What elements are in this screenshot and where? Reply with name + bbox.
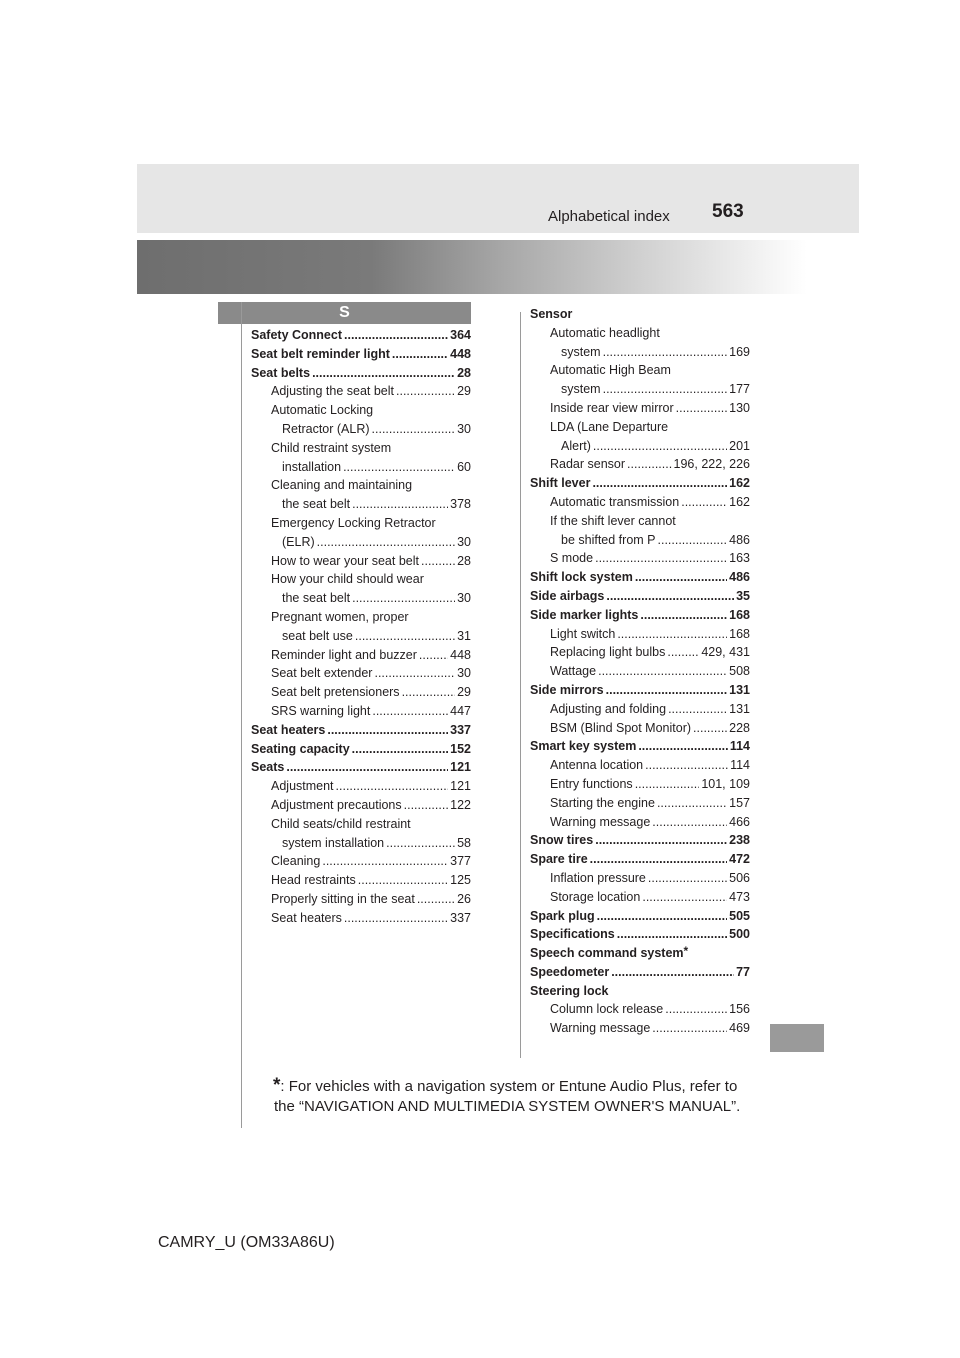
index-term: Speedometer — [530, 964, 610, 979]
index-page-ref: 201 — [729, 438, 750, 453]
index-term: Smart key system — [530, 739, 637, 754]
index-page-ref: 162 — [729, 494, 750, 509]
leader-dots — [592, 476, 727, 490]
leader-dots — [606, 589, 734, 603]
index-entry — [530, 815, 750, 834]
index-entry — [530, 909, 750, 928]
footnote — [273, 1076, 757, 1117]
index-entry — [530, 401, 750, 420]
index-term: Snow tires — [530, 833, 594, 848]
index-entry — [530, 514, 750, 533]
leader-dots — [652, 1021, 727, 1035]
index-entry — [530, 627, 750, 646]
index-entry — [530, 833, 750, 852]
leader-dots — [392, 347, 448, 361]
index-page-ref: 30 — [457, 534, 471, 549]
index-page-ref: 378 — [450, 497, 471, 512]
index-page-ref: 26 — [457, 891, 471, 906]
index-entry — [530, 439, 750, 458]
manual-code: CAMRY_U (OM33A86U) — [158, 1234, 335, 1251]
leader-dots — [648, 871, 727, 885]
index-entry: Speech command system * — [530, 944, 689, 961]
index-page-ref: 177 — [729, 382, 750, 397]
index-page-ref: 238 — [729, 833, 750, 848]
header-title: Alphabetical index — [548, 208, 670, 225]
index-term: Starting the engine — [550, 795, 655, 810]
index-entry — [530, 758, 750, 777]
index-entry — [530, 664, 750, 683]
page-number: 563 — [712, 201, 744, 222]
index-term: Warning message — [550, 1021, 651, 1036]
index-page-ref: 473 — [729, 889, 750, 904]
index-entry — [251, 610, 471, 629]
index-entry — [530, 495, 750, 514]
index-term: Safety Connect — [251, 328, 342, 342]
index-entry — [251, 854, 471, 873]
index-page-ref: 28 — [457, 365, 471, 380]
index-page-ref: 196, 222, 226 — [673, 457, 750, 472]
index-entry — [530, 984, 750, 1003]
index-page-ref: 168 — [729, 626, 750, 641]
index-term: Adjustment — [271, 779, 334, 794]
leader-dots — [593, 439, 727, 453]
index-term: (ELR) — [282, 534, 315, 549]
index-term: Seat belt pretensioners — [271, 685, 400, 700]
index-entry — [530, 326, 750, 345]
section-letter-header: S — [218, 302, 471, 324]
leader-dots — [617, 627, 727, 641]
index-entry — [530, 608, 750, 627]
index-term: Storage location — [550, 889, 641, 904]
index-entry — [530, 589, 750, 608]
index-term: Cleaning and maintaining — [271, 478, 413, 493]
leader-dots — [402, 685, 456, 699]
index-page-ref: 31 — [457, 628, 471, 643]
index-term: SRS warning light — [271, 703, 371, 718]
index-entry — [251, 572, 471, 591]
index-entry — [251, 422, 471, 441]
index-page-ref: 101, 109 — [701, 776, 750, 791]
footnote-line2: the “NAVIGATION AND MULTIMEDIA SYSTEM OWNER'S MANUAL”. — [274, 1098, 741, 1115]
leader-dots — [312, 366, 455, 380]
index-entry — [530, 570, 750, 589]
index-term: Inside rear view mirror — [550, 400, 674, 415]
index-term: Replacing light bulbs — [550, 645, 666, 660]
index-page-ref: 121 — [450, 760, 471, 775]
index-entry — [251, 798, 471, 817]
index-term: Seat belt extender — [271, 666, 373, 681]
leader-dots — [606, 683, 728, 697]
index-term: Steering lock — [530, 983, 609, 998]
index-page-ref: 114 — [730, 758, 750, 773]
index-entry — [530, 890, 750, 909]
leader-dots — [597, 909, 728, 923]
index-term: S mode — [550, 551, 594, 566]
index-term: Speech command system — [530, 946, 684, 961]
leader-dots — [635, 777, 700, 791]
index-page-ref: 29 — [457, 384, 471, 399]
index-page-ref: 486 — [729, 532, 750, 547]
index-term: Seating capacity — [251, 741, 350, 756]
index-term: Wattage — [550, 664, 597, 679]
leader-dots — [352, 591, 455, 605]
index-page-ref: 506 — [729, 870, 750, 885]
right-index-column — [530, 307, 750, 1040]
index-page-ref: 30 — [457, 421, 471, 436]
index-entry — [530, 1021, 750, 1040]
index-page-ref: 505 — [729, 908, 750, 923]
index-term: Adjusting the seat belt — [271, 384, 394, 399]
leader-dots — [658, 533, 728, 547]
index-term: Radar sensor — [550, 457, 626, 472]
index-page-ref: 168 — [729, 607, 750, 622]
index-term: How to wear your seat belt — [271, 553, 419, 568]
index-page-ref: 364 — [450, 328, 471, 342]
index-entry — [251, 347, 471, 366]
index-entry — [251, 328, 471, 347]
index-term: Cleaning — [271, 854, 321, 869]
leader-dots — [374, 666, 455, 680]
index-term: Side mirrors — [530, 682, 604, 697]
leader-dots — [667, 645, 699, 659]
index-term: Seat belt reminder light — [251, 346, 390, 361]
leader-dots — [317, 535, 455, 549]
index-entry — [530, 852, 750, 871]
leader-dots — [693, 721, 727, 735]
index-entry — [530, 457, 750, 476]
index-page-ref: 469 — [729, 1021, 750, 1036]
index-term: Column lock release — [550, 1002, 664, 1017]
leader-dots — [665, 1002, 727, 1016]
index-page-ref: 486 — [729, 570, 750, 585]
index-term: Retractor (ALR) — [282, 421, 370, 436]
index-term: Spark plug — [530, 908, 595, 923]
index-page-ref: 35 — [736, 588, 750, 603]
index-term: Seat belts — [251, 365, 311, 380]
leader-dots — [627, 457, 671, 471]
index-term: Automatic High Beam — [550, 363, 671, 378]
index-entry — [251, 666, 471, 685]
index-page-ref: 169 — [729, 344, 750, 359]
index-entry — [530, 1002, 750, 1021]
index-page-ref: 58 — [457, 835, 471, 850]
index-entry — [530, 420, 750, 439]
index-entry — [530, 927, 750, 946]
index-term: Entry functions — [550, 776, 633, 791]
index-entry — [251, 554, 471, 573]
index-entry — [251, 892, 471, 911]
index-page-ref: 500 — [729, 927, 750, 942]
index-entry — [530, 702, 750, 721]
index-entry — [251, 629, 471, 648]
index-page-ref: 125 — [450, 873, 471, 888]
index-entry — [251, 497, 471, 516]
index-page-ref: 131 — [729, 701, 750, 716]
leader-dots — [352, 742, 448, 756]
leader-dots — [322, 854, 448, 868]
index-term: Sensor — [530, 307, 573, 321]
index-term: installation — [282, 459, 342, 474]
index-entry — [251, 779, 471, 798]
index-entry — [251, 760, 471, 779]
index-page-ref: 337 — [450, 910, 471, 925]
index-page-ref: 152 — [450, 741, 471, 756]
index-term: Antenna location — [550, 758, 644, 773]
index-term: Emergency Locking Retractor — [271, 515, 436, 530]
index-term: Shift lever — [530, 476, 591, 491]
leader-dots — [645, 758, 728, 772]
index-page-ref: 156 — [729, 1002, 750, 1017]
index-entry — [530, 739, 750, 758]
index-term: If the shift lever cannot — [550, 513, 676, 528]
leader-dots — [286, 760, 448, 774]
leader-dots — [386, 836, 455, 850]
index-page-ref: 377 — [450, 854, 471, 869]
index-entry — [530, 551, 750, 570]
index-term: system — [561, 382, 601, 397]
leader-dots — [355, 629, 455, 643]
leader-dots — [372, 704, 448, 718]
index-term: Warning message — [550, 814, 651, 829]
leader-dots — [640, 608, 727, 622]
index-page-ref: 228 — [729, 720, 750, 735]
leader-dots — [352, 497, 448, 511]
index-term: Adjustment precautions — [271, 797, 402, 812]
footnote-star: * — [273, 1075, 281, 1096]
index-entry — [251, 535, 471, 554]
index-entry — [251, 478, 471, 497]
leader-dots — [358, 873, 448, 887]
index-page-ref: 30 — [457, 591, 471, 606]
index-page-ref: 448 — [450, 346, 471, 361]
index-term: Properly sitting in the seat — [271, 891, 415, 906]
index-page-ref: 121 — [450, 779, 471, 794]
index-page-ref: 162 — [729, 476, 750, 491]
index-term: Child restraint system — [271, 440, 392, 455]
index-term: Light switch — [550, 626, 616, 641]
leader-dots — [372, 422, 456, 436]
index-term: the seat belt — [282, 497, 351, 512]
index-term: the seat belt — [282, 591, 351, 606]
index-page-ref: 447 — [450, 703, 471, 718]
index-term: Head restraints — [271, 873, 356, 888]
index-entry — [530, 796, 750, 815]
index-entry — [530, 683, 750, 702]
index-entry — [251, 441, 471, 460]
index-term: Child seats/child restraint — [271, 816, 411, 831]
leader-dots — [652, 815, 727, 829]
leader-dots — [595, 551, 727, 565]
leader-dots — [590, 852, 727, 866]
index-entry — [251, 742, 471, 761]
leader-dots — [396, 384, 455, 398]
index-page-ref: 448 — [450, 647, 471, 662]
index-page-ref: 429, 431 — [701, 645, 750, 660]
index-entry — [530, 307, 750, 326]
index-entry — [251, 704, 471, 723]
leader-dots — [404, 798, 449, 812]
index-term: seat belt use — [282, 628, 353, 643]
index-entry — [251, 648, 471, 667]
index-entry — [251, 685, 471, 704]
index-term: Automatic Locking — [271, 403, 374, 418]
leader-dots — [668, 702, 727, 716]
index-term: Alert) — [561, 438, 591, 453]
index-page-ref: 60 — [457, 459, 471, 474]
leader-dots — [635, 570, 727, 584]
index-page-ref: 29 — [457, 685, 471, 700]
index-term: Pregnant women, proper — [271, 609, 409, 624]
leader-dots — [657, 796, 727, 810]
index-entry — [251, 873, 471, 892]
index-entry — [251, 460, 471, 479]
leader-dots — [327, 723, 448, 737]
index-page-ref: 508 — [729, 664, 750, 679]
leader-dots — [417, 892, 455, 906]
index-entry — [251, 817, 471, 836]
leader-dots — [603, 382, 728, 396]
leader-dots — [344, 911, 448, 925]
index-term: Adjusting and folding — [550, 701, 667, 716]
index-term: Automatic headlight — [550, 325, 660, 340]
index-entry — [251, 591, 471, 610]
leader-dots — [421, 554, 455, 568]
index-term: Inflation pressure — [550, 870, 646, 885]
header-band — [137, 164, 859, 233]
index-page-ref: 472 — [729, 852, 750, 867]
index-term: Seats — [251, 760, 285, 775]
index-entry — [530, 382, 750, 401]
index-entry — [251, 836, 471, 855]
index-page-ref: 337 — [450, 722, 471, 737]
leader-dots — [603, 345, 728, 359]
left-margin-rule — [241, 302, 242, 1128]
left-index-column — [251, 328, 471, 930]
index-entry — [251, 366, 471, 385]
index-entry — [530, 965, 750, 984]
leader-dots — [595, 833, 727, 847]
index-term: LDA (Lane Departure — [550, 419, 669, 434]
index-page-ref: 30 — [457, 666, 471, 681]
index-page-ref: 157 — [729, 795, 750, 810]
index-term: Spare tire — [530, 852, 588, 867]
leader-dots — [336, 779, 449, 793]
index-term: Specifications — [530, 927, 615, 942]
index-term: system — [561, 344, 601, 359]
index-page-ref: 114 — [729, 739, 750, 754]
leader-dots — [598, 664, 727, 678]
leader-dots — [419, 648, 448, 662]
index-entry — [530, 721, 750, 740]
index-page-ref: 466 — [729, 814, 750, 829]
index-page-ref: 131 — [729, 682, 750, 697]
index-term: Seat heaters — [271, 910, 342, 925]
leader-dots — [681, 495, 727, 509]
index-entry — [530, 777, 750, 796]
index-term: Reminder light and buzzer — [271, 647, 417, 662]
index-entry — [251, 384, 471, 403]
index-term: Side marker lights — [530, 607, 639, 622]
index-entry — [530, 533, 750, 552]
index-entry — [530, 871, 750, 890]
index-entry — [251, 723, 471, 742]
column-divider-rule — [520, 312, 521, 1058]
index-entry — [251, 516, 471, 535]
index-entry — [251, 911, 471, 930]
index-page-ref: 77 — [736, 964, 750, 979]
footnote-line1: : For vehicles with a navigation system or Entune Audio Plus, refer to — [280, 1078, 738, 1095]
leader-dots — [617, 927, 727, 941]
index-entry — [530, 363, 750, 382]
index-term: Side airbags — [530, 588, 605, 603]
thumb-index-tab — [770, 1024, 824, 1052]
leader-dots — [638, 739, 728, 753]
leader-dots — [611, 965, 734, 979]
index-term: Seat heaters — [251, 722, 326, 737]
index-entry — [530, 345, 750, 364]
decorative-gradient-band — [137, 240, 807, 294]
index-term: system installation — [282, 835, 385, 850]
leader-dots — [676, 401, 728, 415]
index-page-ref: 122 — [450, 797, 471, 812]
index-term: Shift lock system — [530, 570, 633, 585]
leader-dots — [642, 890, 727, 904]
index-page-ref: 130 — [729, 400, 750, 415]
index-entry — [530, 645, 750, 664]
leader-dots — [343, 460, 455, 474]
index-entry — [251, 403, 471, 422]
index-term: be shifted from P — [561, 532, 656, 547]
leader-dots — [344, 328, 448, 342]
index-term: BSM (Blind Spot Monitor) — [550, 720, 692, 735]
index-term: How your child should wear — [271, 572, 424, 587]
index-term: Automatic transmission — [550, 494, 680, 509]
index-entry — [530, 476, 750, 495]
index-page-ref: 28 — [457, 553, 471, 568]
index-page-ref: 163 — [729, 551, 750, 566]
